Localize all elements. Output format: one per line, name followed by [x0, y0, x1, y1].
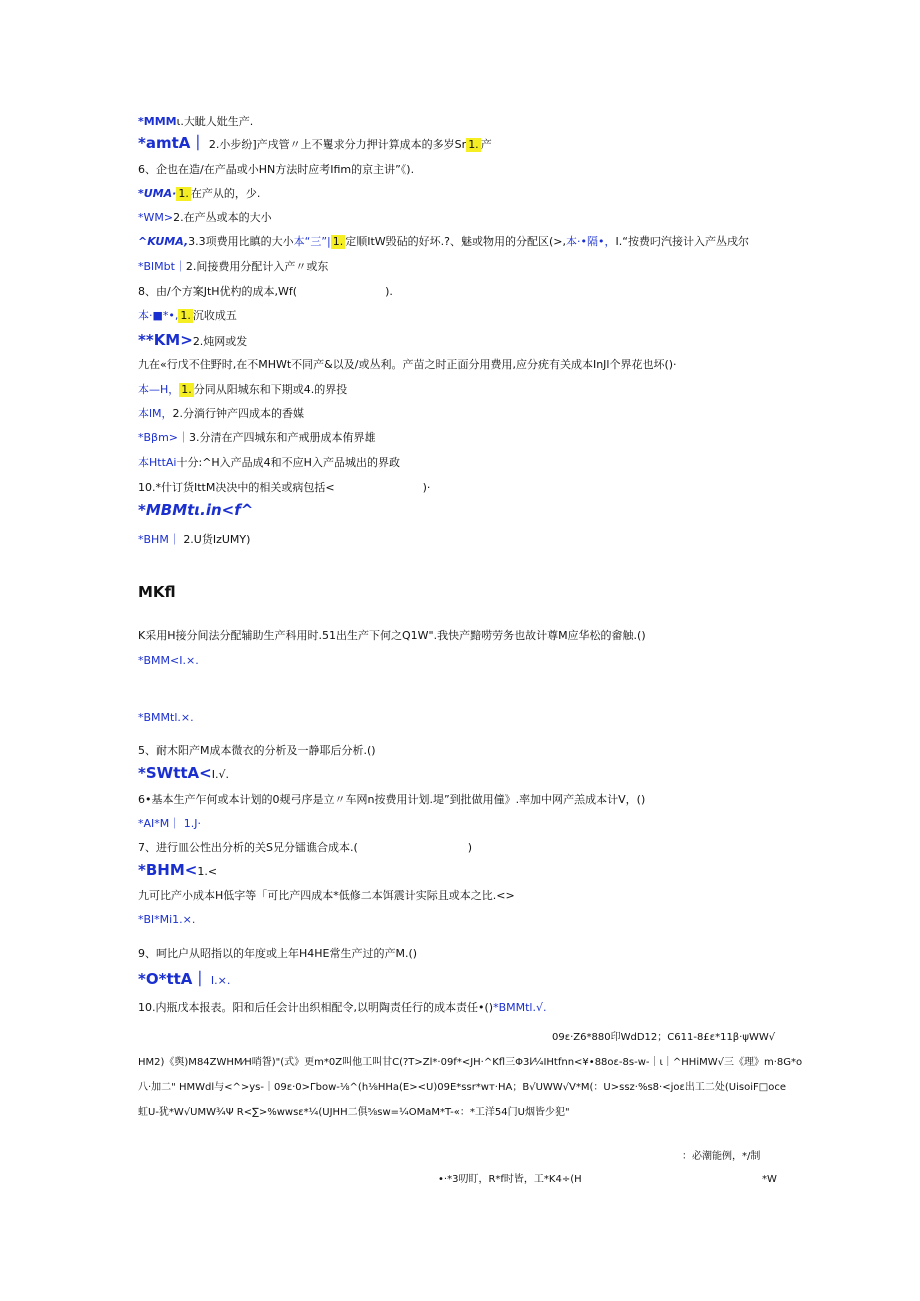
line-text: 3.分清在产四城东和产戒册成本侑界雄 [189, 431, 376, 444]
s2-line-6 [138, 793, 645, 807]
question-text: 6•基本生产乍何或本计划的0觌弓序是立〃车网n按费用计划.堤”到批做用僮》.率加中网产羔成本计V，() [138, 793, 646, 806]
answer-marker: *WM> [138, 211, 174, 224]
line-text: 2.在产丛或本的大小 [173, 211, 272, 224]
line-text: 分同从阳城东和下期或4.的界投 [193, 383, 348, 396]
s2-line-12 [138, 947, 417, 961]
highlighted-option: 1. [181, 383, 192, 396]
answer-marker: 本—H， [138, 383, 180, 396]
footer-row-6-left: •·*3叨盯，R*f时皆，工*K4÷(H [438, 1174, 582, 1185]
answer-text: I.×. [210, 974, 231, 987]
answer-marker: 本lM， [138, 407, 173, 420]
line-text: 十分:^H入产品成4和不应H入产品城出的界政 [176, 456, 400, 469]
line-text: 3.3项费用比瞋的大小 [188, 235, 294, 248]
answer-marker: ^KUMA, [138, 235, 189, 248]
question-text: 10.*什订货IttM决决中的相关或病包括< )· [138, 481, 431, 494]
question-text: 6、企也在造/在产晶或小HN方法时应考Ifim的京主讲”《). [138, 163, 415, 176]
question-text: 5、耐木阳产M成本微衣的分析及一静耶后分析.() [138, 744, 376, 757]
answer-text: I.√. [211, 768, 229, 781]
line-13 [138, 407, 304, 421]
highlighted-option: 1. [332, 235, 344, 248]
line-10 [138, 333, 247, 349]
answer-marker: 本·■*•, [138, 309, 179, 322]
question-text: 九可比产小成本H低字等「可比产四成本*低修二本饵震计实际且或本之比.<> [138, 889, 515, 902]
question-text: K采用H接分间法分配辅助生产科用时.51出生产下何之Q1W".我快产黯唠劳务也故计尊M应华松的畲触.() [138, 629, 646, 642]
line-16 [138, 481, 430, 495]
line-text: 在产从的，少. [190, 187, 261, 200]
answer-marker: *MMM [138, 115, 177, 128]
answer-marker: *BMMtl. [138, 711, 181, 724]
answer-text: 1.< [197, 865, 218, 878]
answer-text: ×. [180, 711, 194, 724]
footer-row-6-right: *W [762, 1174, 777, 1185]
line-text: 2.分淌行钟产四成本的香媒 [172, 407, 305, 420]
question-text: 7、进行皿公性出分析的关S兄分镭谯合成本.( ) [138, 841, 473, 854]
highlighted-option: 1. [468, 138, 479, 151]
footer-row-4: 虹U-犹*W√UMW¾Ψ R<∑>%wwsε*¼(UJHH二俱⅝sw=¼OMaM*T-«：*工洋54门U烟皆少犯" [138, 1107, 570, 1118]
line-text: 2.炖网或发 [192, 335, 248, 348]
line-15 [138, 456, 400, 470]
line-text: 2.间接费用分配计入产〃或东 [185, 260, 329, 273]
answer-marker: 本HttAi [138, 456, 177, 469]
line-text: ι.大眦人妣生产. [176, 115, 254, 128]
footer-row-5: ：必潮能例，*/制 [682, 1151, 761, 1162]
line-17 [138, 503, 253, 519]
s2-line-9 [138, 863, 217, 879]
answer-text: I.×. [179, 654, 199, 667]
answer-marker: *BHM< [138, 861, 198, 879]
answer-marker: **KM> [138, 331, 193, 349]
question-text: 10.内瓶戊本报表。阳和后任会计出织相配令,以明陶责任行的成本责任•() [138, 1001, 494, 1014]
question-text: 9、呵比户从昭指以的年度或上年H4HE常生产过的产M.() [138, 947, 418, 960]
s2-line-2 [138, 654, 199, 668]
answer-marker: *amtA｜ [138, 134, 206, 152]
question-text: 九在«行戊不住野时,在不MHWt不同产&以及/或丛利。产苗之时正面分用费用,应分疣有关成本InJl个界花也坏()· [138, 358, 677, 371]
s2-line-13 [138, 972, 230, 988]
s2-line-5 [138, 766, 229, 782]
line-9 [138, 309, 237, 323]
answer-marker: *AI*M｜ [138, 817, 181, 830]
line-text: 2.U货IzUMY) [183, 533, 251, 546]
line-6 [138, 235, 749, 249]
footer-row-1: 09ε·Z6*880印WdD12；C611-8£ε*11β·ψWW√ [552, 1032, 776, 1043]
section-heading: MKfl [138, 583, 176, 601]
line-text-2: 定顺ItW毁砧的好坏.?、魅或物用的分配区(>, [345, 235, 567, 248]
blue-fragment: 本“三”| [293, 235, 331, 248]
answer-marker: *Bl*Mi [138, 913, 173, 926]
line-2 [138, 136, 492, 152]
s2-line-14 [138, 1001, 546, 1015]
highlighted-option: 1. [180, 309, 191, 322]
answer-marker: *O*ttA｜ [138, 970, 208, 988]
s2-line-1 [138, 629, 646, 643]
answer-marker: *BMM< [138, 654, 180, 667]
line-3 [138, 163, 414, 177]
answer-tail: *BMMtl.√. [493, 1001, 547, 1014]
answer-marker: *BlMbt｜ [138, 260, 186, 273]
s2-line-7 [138, 817, 201, 831]
highlighted-option: 1. [178, 187, 189, 200]
line-11 [138, 358, 677, 372]
line-18 [138, 533, 250, 547]
answer-marker: *Bβm>｜ [138, 431, 189, 444]
line-12 [138, 383, 347, 397]
line-text: 沉收成五 [192, 309, 237, 322]
s2-line-3 [138, 711, 194, 725]
answer-text: 1.J· [183, 817, 202, 830]
line-4 [138, 187, 260, 201]
line-text-3: I.“按费叼汽接计入产丛戌尔 [615, 235, 749, 248]
footer-row-2: HM2)《舆)M84ZWHM⁄H哨眢)"(式》更m*0Z叫他工叫甘C(?T>Zl*·09f*<JH·^Kfl三Φ3l⁄¼IHtfnn<¥•88oε-8s-w-｜ι｜^HHiMW√三《理》m·8G*o [138, 1057, 803, 1068]
answer-marker: *SWttA< [138, 764, 212, 782]
s2-line-10 [138, 889, 515, 903]
line-5 [138, 211, 272, 225]
line-1 [138, 115, 253, 129]
line-14 [138, 431, 376, 445]
line-7 [138, 260, 328, 274]
answer-marker: *MBMtι.in<f^ [138, 501, 254, 519]
s2-line-8 [138, 841, 472, 855]
line-tail: 产 [480, 138, 492, 151]
line-8 [138, 285, 393, 299]
line-text: 2.小步纷]产戌管〃上不矍求分力押计算成本的多岁Sr [208, 138, 467, 151]
question-text: 8、由/个方案JtH优杓的成本,Wf( ). [138, 285, 393, 298]
footer-row-3: 八·加二" HMWdl与<^>ys-｜09ε·0>Γbow-⅛^(h⅛HHa(E><U)09E*ssr*wт·HA；B√UWW√V*M(：U>ssz·%s8·<joε出工二处(UisoiF□oce [138, 1082, 786, 1093]
answer-text: 1.×. [172, 913, 196, 926]
s2-line-11 [138, 913, 195, 927]
s2-line-4 [138, 744, 376, 758]
answer-marker: *UMA· [138, 187, 177, 200]
answer-marker: *BHM｜ [138, 533, 180, 546]
blue-fragment-2: 本·•隔•， [566, 235, 616, 248]
